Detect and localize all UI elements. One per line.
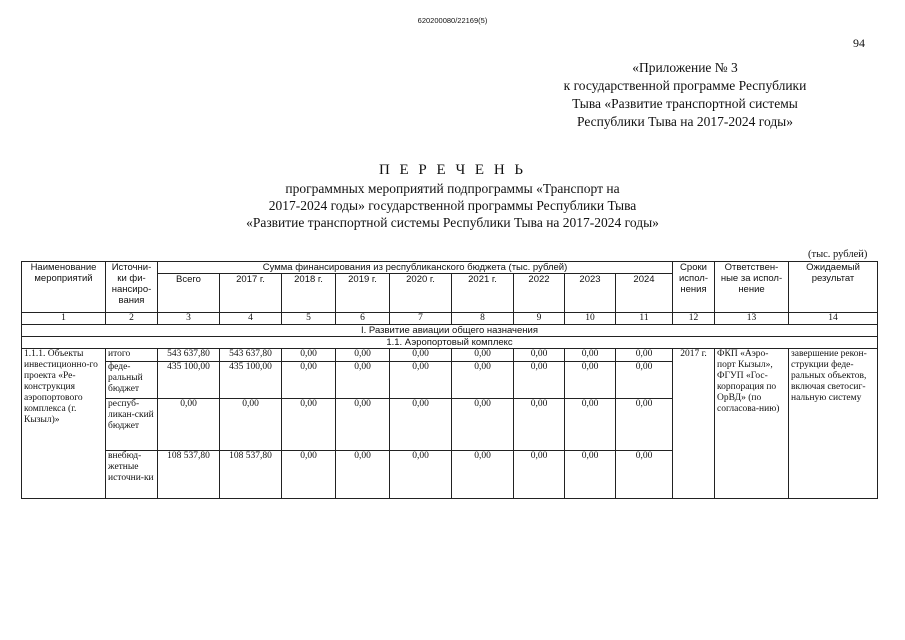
cell-value: 108 537,80 xyxy=(220,451,282,499)
item-deadline: 2017 г. xyxy=(673,349,715,499)
document-code: 620200080/22169(5) xyxy=(417,16,488,25)
column-number: 9 xyxy=(514,313,565,325)
header-deadline: Сроки испол-нения xyxy=(673,262,715,313)
column-number: 3 xyxy=(158,313,220,325)
cell-value: 0,00 xyxy=(390,362,452,399)
header-source: Источни-ки фи-нансиро-вания xyxy=(106,262,158,313)
column-number: 4 xyxy=(220,313,282,325)
cell-value: 0,00 xyxy=(565,399,616,451)
row-source: феде-ральный бюджет xyxy=(106,362,158,399)
cell-value: 0,00 xyxy=(452,362,514,399)
subtitle-line: «Развитие транспортной системы Республики Тыва на 2017-2024 годы» xyxy=(246,215,659,230)
column-number: 8 xyxy=(452,313,514,325)
subtitle-line: 2017-2024 годы» государственной программы Республики Тыва xyxy=(268,198,637,213)
header-responsible: Ответствен-ные за испол-нение xyxy=(715,262,789,313)
column-number: 7 xyxy=(390,313,452,325)
header-year: 2022 xyxy=(514,274,565,313)
row-source: внебюд-жетные источни-ки xyxy=(106,451,158,499)
header-year: 2024 xyxy=(616,274,673,313)
cell-value: 0,00 xyxy=(452,349,514,362)
cell-value: 0,00 xyxy=(390,451,452,499)
cell-value: 0,00 xyxy=(336,349,390,362)
cell-value: 0,00 xyxy=(514,451,565,499)
appendix-line: Республики Тыва на 2017-2024 годы» xyxy=(576,114,794,129)
appendix-line: к государственной программе Республики xyxy=(563,78,807,93)
subsection-row xyxy=(22,337,878,349)
section-row xyxy=(22,325,878,337)
cell-value: 0,00 xyxy=(282,399,336,451)
row-source: респуб-ликан-ский бюджет xyxy=(106,399,158,451)
header-year: 2021 г. xyxy=(452,274,514,313)
item-responsible: ФКП «Аэро-порт Кызыл», ФГУП «Гос-корпорация по ОрВД» (по согласова-нию) xyxy=(715,349,789,499)
cell-value: 0,00 xyxy=(616,451,673,499)
appendix-line: Тыва «Развитие транспортной системы xyxy=(572,96,798,111)
cell-value: 0,00 xyxy=(452,451,514,499)
cell-value: 543 637,80 xyxy=(220,349,282,362)
header-year: 2018 г. xyxy=(282,274,336,313)
cell-value: 0,00 xyxy=(565,349,616,362)
cell-value: 0,00 xyxy=(336,451,390,499)
page-number: 94 xyxy=(853,36,865,50)
column-number: 6 xyxy=(336,313,390,325)
column-number: 11 xyxy=(616,313,673,325)
cell-value: 0,00 xyxy=(514,349,565,362)
cell-value: 0,00 xyxy=(336,362,390,399)
cell-value: 0,00 xyxy=(514,399,565,451)
column-number: 10 xyxy=(565,313,616,325)
header-row xyxy=(22,262,878,274)
column-number: 14 xyxy=(789,313,878,325)
header-year: 2017 г. xyxy=(220,274,282,313)
column-number: 2 xyxy=(106,313,158,325)
row-source: итого xyxy=(106,349,158,362)
cell-value: 0,00 xyxy=(390,349,452,362)
cell-value: 435 100,00 xyxy=(158,362,220,399)
header-year: 2023 xyxy=(565,274,616,313)
cell-value: 0,00 xyxy=(565,362,616,399)
cell-value: 0,00 xyxy=(514,362,565,399)
cell-value: 0,00 xyxy=(282,362,336,399)
appendix-line: «Приложение № 3 xyxy=(632,60,738,75)
column-number: 13 xyxy=(715,313,789,325)
cell-value: 0,00 xyxy=(616,399,673,451)
cell-value: 108 537,80 xyxy=(158,451,220,499)
cell-value: 0,00 xyxy=(616,362,673,399)
measures-table xyxy=(21,261,878,499)
item-name: 1.1.1. Объекты инвестиционно-го проекта «Ре-конструкция аэропортового комплекса (г. Кызыл)» xyxy=(22,349,106,499)
section-title: I. Развитие авиации общего назначения xyxy=(22,325,878,337)
header-year: Всего xyxy=(158,274,220,313)
cell-value: 0,00 xyxy=(282,451,336,499)
cell-value: 0,00 xyxy=(336,399,390,451)
cell-value: 0,00 xyxy=(565,451,616,499)
document-title: П Е Р Е Ч Е Н Ь xyxy=(378,162,527,178)
header-year: 2020 г. xyxy=(390,274,452,313)
cell-value: 0,00 xyxy=(158,399,220,451)
column-number: 12 xyxy=(673,313,715,325)
cell-value: 0,00 xyxy=(220,399,282,451)
appendix-note xyxy=(505,59,865,131)
header-result: Ожидаемый результат xyxy=(789,262,878,313)
cell-value: 0,00 xyxy=(282,349,336,362)
column-numbers-row xyxy=(22,313,878,325)
cell-value: 543 637,80 xyxy=(158,349,220,362)
cell-value: 0,00 xyxy=(616,349,673,362)
subtitle-line: программных мероприятий подпрограммы «Транспорт на xyxy=(285,181,620,196)
cell-value: 0,00 xyxy=(452,399,514,451)
header-year: 2019 г. xyxy=(336,274,390,313)
column-number: 1 xyxy=(22,313,106,325)
units-label: (тыс. рублей) xyxy=(808,249,868,260)
subsection-title: 1.1. Аэропортовый комплекс xyxy=(22,337,878,349)
cell-value: 0,00 xyxy=(390,399,452,451)
header-sum: Сумма финансирования из республиканского бюджета (тыс. рублей) xyxy=(158,262,673,274)
document-heading xyxy=(0,160,905,231)
header-name: Наименование мероприятий xyxy=(22,262,106,313)
item-result: завершение рекон-струкции феде-ральных объектов, включая светосиг-нальную систему xyxy=(789,349,878,499)
column-number: 5 xyxy=(282,313,336,325)
table-row xyxy=(22,349,878,362)
cell-value: 435 100,00 xyxy=(220,362,282,399)
